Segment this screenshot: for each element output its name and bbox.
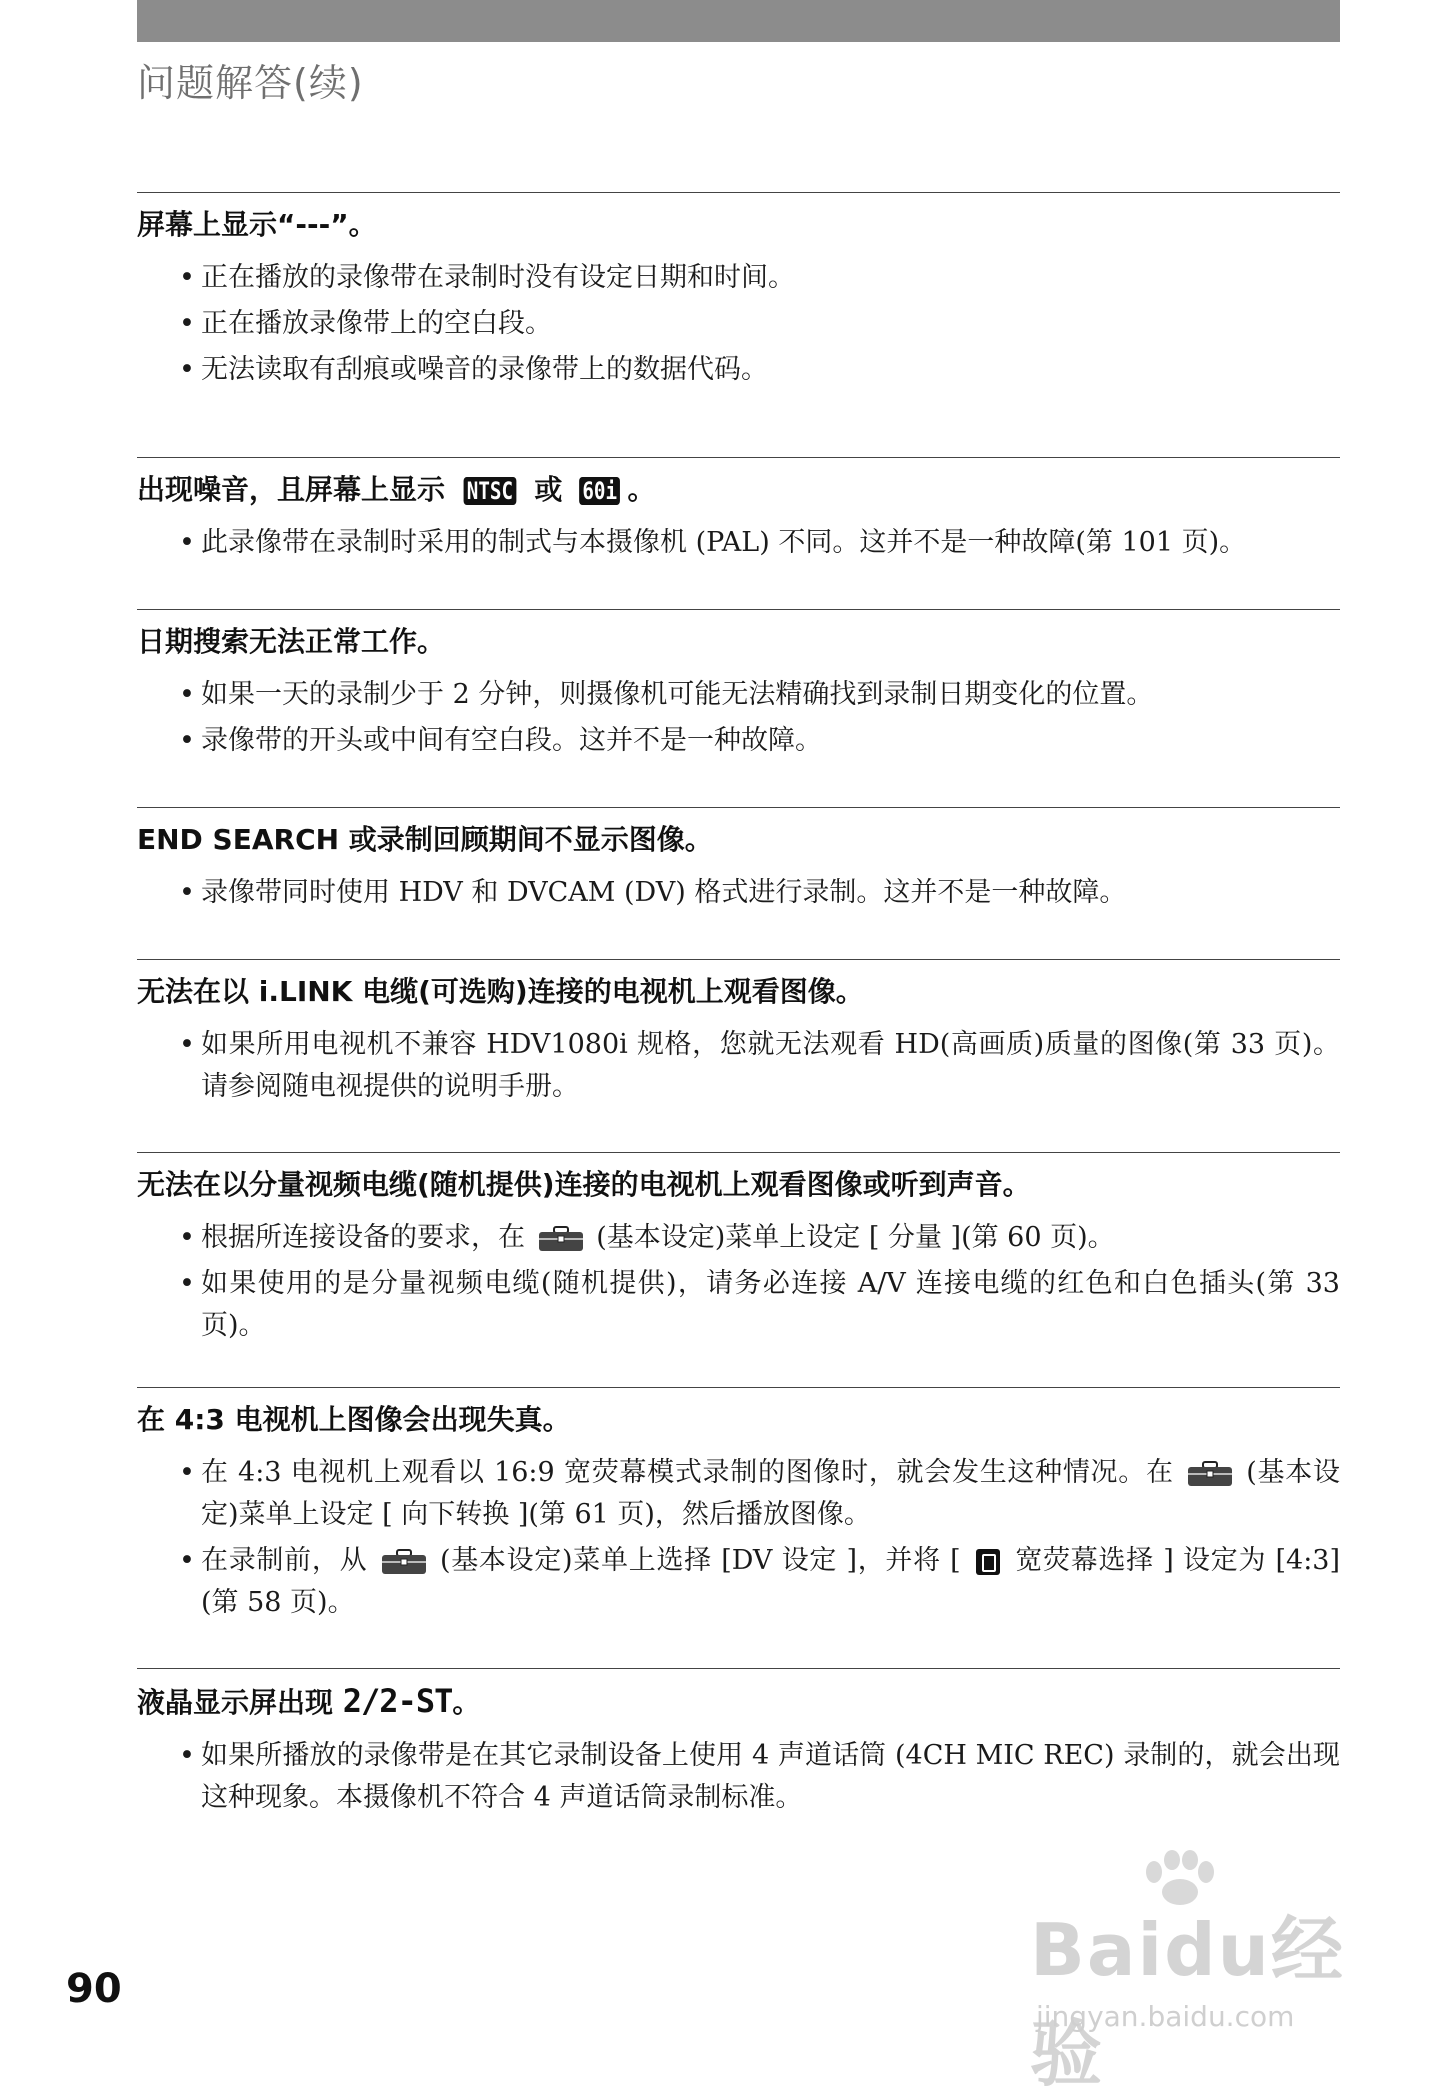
- item-text: (基本设定)菜单上设定 [ 分量 ](第 60 页)。: [596, 1222, 1115, 1253]
- header-bar: [137, 0, 1340, 42]
- title-text: 。: [452, 1686, 481, 1719]
- title-text: 。: [627, 473, 656, 506]
- list-item: • 正在播放的录像带在录制时没有设定日期和时间。: [201, 257, 1340, 299]
- list-item: [201, 1217, 1340, 1259]
- faq-section: [137, 1152, 1340, 1351]
- section-title: 日期搜索无法正常工作。: [137, 625, 446, 658]
- section-title: [137, 470, 1340, 510]
- title-text: 液晶显示屏出现: [137, 1686, 334, 1719]
- list-item: • 如果所用电视机不兼容 HDV1080i 规格，您就无法观看 HD(高画质)质量的图像(第 33 页)。请参阅随电视提供的说明手册。: [201, 1024, 1340, 1108]
- lcd-code: 2/2-ST: [342, 1682, 453, 1720]
- bullet-list: [137, 522, 1340, 564]
- faq-section: [137, 457, 1340, 568]
- list-item: • 如果所播放的录像带是在其它录制设备上使用 4 声道话筒 (4CH MIC REC) 录制的，就会出现这种现象。本摄像机不符合 4 声道话筒录制标准。: [201, 1735, 1340, 1819]
- list-item: • 正在播放录像带上的空白段。: [201, 303, 1340, 345]
- watermark-logo: Baidu经验: [1030, 1908, 1345, 2096]
- bullet-list: [137, 674, 1340, 762]
- section-divider: [137, 959, 1340, 960]
- bullet-list: [137, 1217, 1340, 1347]
- page-number: 90: [66, 1966, 122, 2012]
- faq-section: [137, 1387, 1340, 1628]
- section-divider: [137, 1387, 1340, 1388]
- item-text: 在录制前，从: [201, 1545, 368, 1576]
- section-divider: [137, 1668, 1340, 1669]
- list-item: [201, 1452, 1340, 1536]
- toolbox-icon: [1187, 1461, 1233, 1487]
- toolbox-icon: [538, 1226, 584, 1252]
- faq-section: [137, 609, 1340, 766]
- section-title: END SEARCH 或录制回顾期间不显示图像。: [137, 823, 713, 856]
- wide-select-icon: [976, 1549, 1000, 1575]
- faq-section: [137, 192, 1340, 395]
- item-text: (基本设定)菜单上选择 [DV 设定 ]，并将 [: [439, 1545, 961, 1576]
- section-title: 在 4:3 电视机上图像会出现失真。: [137, 1403, 571, 1436]
- section-divider: [137, 457, 1340, 458]
- title-text: 或: [534, 473, 563, 506]
- section-divider: [137, 192, 1340, 193]
- section-title: 无法在以 i.LINK 电缆(可选购)连接的电视机上观看图像。: [137, 975, 864, 1008]
- item-text: 在 4:3 电视机上观看以 16:9 宽荧幕模式录制的图像时，就会发生这种情况。在: [201, 1457, 1174, 1488]
- list-item: [201, 1540, 1340, 1624]
- faq-section: [137, 1668, 1340, 1823]
- bullet-list: [137, 1452, 1340, 1624]
- watermark-url: jingyan.baidu.com: [1036, 2000, 1295, 2033]
- list-item: • 此录像带在录制时采用的制式与本摄像机 (PAL) 不同。这并不是一种故障(第 101 页)。: [201, 522, 1340, 564]
- list-item: • 录像带同时使用 HDV 和 DVCAM (DV) 格式进行录制。这并不是一种故障。: [201, 872, 1340, 914]
- item-text: 根据所连接设备的要求，在: [201, 1222, 525, 1253]
- item-text: (基本设定)菜单上设定 [ 向下转换 ](第 61 页)，然后播放图像。: [201, 1457, 1340, 1530]
- ntsc-badge-icon: NTSC: [463, 477, 516, 505]
- list-item: • 如果使用的是分量视频电缆(随机提供)，请务必连接 A/V 连接电缆的红色和白色插头(第 33 页)。: [201, 1263, 1340, 1347]
- list-item: • 如果一天的录制少于 2 分钟，则摄像机可能无法精确找到录制日期变化的位置。: [201, 674, 1340, 716]
- section-title: 屏幕上显示“---”。: [137, 208, 377, 241]
- section-divider: [137, 807, 1340, 808]
- bullet-list: [137, 872, 1340, 914]
- item-text: 宽荧幕选择 ] 设定为 [4:3](第 58 页)。: [201, 1545, 1341, 1618]
- section-divider: [137, 1152, 1340, 1153]
- page-title: 问题解答(续): [137, 61, 364, 105]
- section-divider: [137, 609, 1340, 610]
- bullet-list: [137, 257, 1340, 391]
- watermark: [1030, 1850, 1360, 2096]
- faq-section: [137, 959, 1340, 1112]
- section-title: 无法在以分量视频电缆(随机提供)连接的电视机上观看图像或听到声音。: [137, 1168, 1031, 1201]
- bullet-list: [137, 1735, 1340, 1819]
- section-title: [137, 1681, 1340, 1723]
- 60i-badge-icon: 60i: [579, 477, 620, 505]
- toolbox-icon: [381, 1549, 427, 1575]
- list-item: • 无法读取有刮痕或噪音的录像带上的数据代码。: [201, 349, 1340, 391]
- list-item: • 录像带的开头或中间有空白段。这并不是一种故障。: [201, 720, 1340, 762]
- faq-section: [137, 807, 1340, 918]
- bullet-list: [137, 1024, 1340, 1108]
- title-text: 出现噪音，且屏幕上显示: [137, 473, 446, 506]
